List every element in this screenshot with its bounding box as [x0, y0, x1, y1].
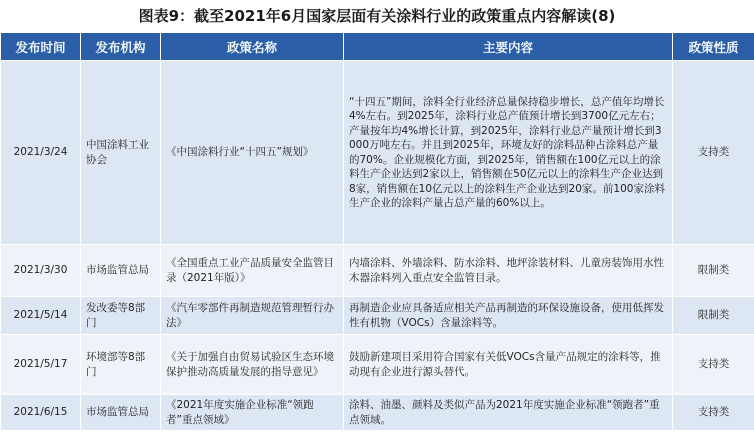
- cell-agency: 市场监管总局: [81, 395, 161, 431]
- cell-policy: 《全国重点工业产品质量安全监管目录（2021年版）》: [161, 245, 344, 297]
- cell-nature: 支持类: [673, 61, 754, 245]
- cell-agency: 市场监管总局: [81, 245, 161, 297]
- cell-nature: 支持类: [673, 335, 754, 395]
- table-row: [1, 245, 754, 297]
- cell-content: 涂料、油墨、颜料及类似产品为2021年度实施企业标准“领跑者”重点领域。: [344, 395, 673, 431]
- table-row: [1, 395, 754, 431]
- policy-table: [0, 32, 754, 431]
- cell-policy: 《中国涂料行业“十四五”规划》: [161, 61, 344, 245]
- cell-agency: 发改委等8部门: [81, 297, 161, 335]
- header-policy: 政策名称: [161, 33, 344, 61]
- header-agency: 发布机构: [81, 33, 161, 61]
- cell-policy: 《汽车零部件再制造规范管理暂行办法》: [161, 297, 344, 335]
- cell-date: 2021/3/24: [1, 61, 81, 245]
- table-row: [1, 297, 754, 335]
- cell-agency: 中国涂料工业协会: [81, 61, 161, 245]
- header-nature: 政策性质: [673, 33, 754, 61]
- cell-date: 2021/5/17: [1, 335, 81, 395]
- cell-nature: 限制类: [673, 245, 754, 297]
- cell-content: “十四五”期间，涂料全行业经济总量保持稳步增长，总产值年均增长4%左右。到2025年，涂料行业总产值预计增长到3700亿元左右；产量按年均4%增长计算，到2025年，涂料行业总产量预计增长到3000万吨左右。并且到2025年，环境友好的涂料品种占涂料总产量的70%。企业规模化方面，到2025年，销售额在100亿元以上的涂料生产企业达到2家以上，销售额在50亿元以上的涂料生产企业达到8家，销售额在10亿元以上的涂料生产企业达到20家。前100家涂料生产企业的涂料产量占总产量的60%以上。: [344, 61, 673, 245]
- page-title: 图表9：截至2021年6月国家层面有关涂料行业的政策重点内容解读(8): [138, 7, 616, 25]
- cell-content: 再制造企业应具备适应相关产品再制造的环保设施设备，使用低挥发性有机物（VOCs）含量涂料等。: [344, 297, 673, 335]
- cell-content: 鼓励新建项目采用符合国家有关低VOCs含量产品规定的涂料等，推动现有企业进行源头替代。: [344, 335, 673, 395]
- cell-agency: 环境部等8部门: [81, 335, 161, 395]
- cell-policy: 《关于加强自由贸易试验区生态环境保护推动高质量发展的指导意见》: [161, 335, 344, 395]
- table-header-row: [1, 33, 754, 61]
- header-content: 主要内容: [344, 33, 673, 61]
- header-date: 发布时间: [1, 33, 81, 61]
- cell-policy: 《2021年度实施企业标准“领跑者”重点领域》: [161, 395, 344, 431]
- cell-nature: 限制类: [673, 297, 754, 335]
- table-row: [1, 61, 754, 245]
- cell-date: 2021/6/15: [1, 395, 81, 431]
- cell-date: 2021/3/30: [1, 245, 81, 297]
- table-row: [1, 335, 754, 395]
- cell-content: 内墙涂料、外墙涂料、防水涂料、地坪涂装材料、儿童房装饰用水性木器涂料列入重点安全监管目录。: [344, 245, 673, 297]
- cell-date: 2021/5/14: [1, 297, 81, 335]
- cell-nature: 支持类: [673, 395, 754, 431]
